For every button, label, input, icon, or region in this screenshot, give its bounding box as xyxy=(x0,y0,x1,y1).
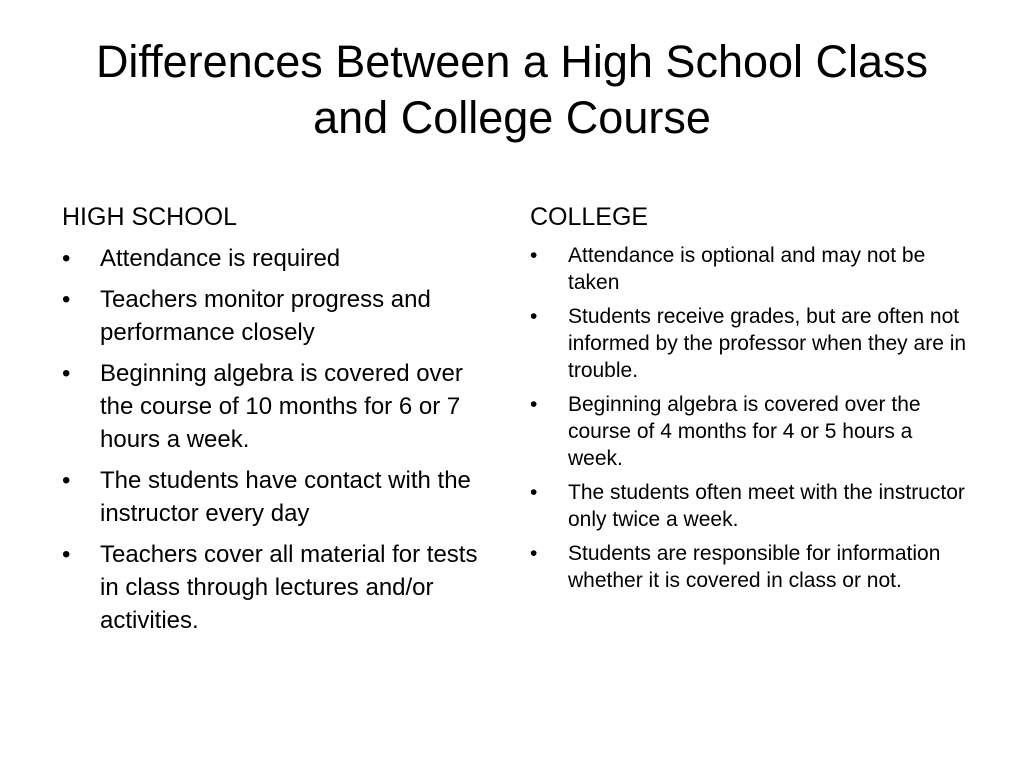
bullet-icon: • xyxy=(530,481,538,504)
list-item xyxy=(530,303,970,384)
list-item-text: Attendance is required xyxy=(100,245,341,272)
bullet-icon: • xyxy=(62,467,71,494)
high-school-heading: HIGH SCHOOL xyxy=(62,203,238,231)
college-heading: COLLEGE xyxy=(530,203,649,231)
list-item xyxy=(530,479,970,533)
list-item-text: Students are responsible for information whether it is covered in class or not. xyxy=(568,542,941,592)
bullet-icon: • xyxy=(530,542,538,565)
bullet-icon: • xyxy=(62,541,71,568)
college-column xyxy=(530,200,970,601)
high-school-column xyxy=(62,200,502,645)
bullet-icon: • xyxy=(530,393,538,416)
list-item-text: Beginning algebra is covered over the course of 4 months for 4 or 5 hours a week. xyxy=(568,393,921,470)
bullet-icon: • xyxy=(62,245,71,272)
list-item-text: Teachers monitor progress and performance closely xyxy=(100,286,431,346)
slide-title: Differences Between a High School Class and College Course xyxy=(95,36,929,143)
list-item-text: Students receive grades, but are often not informed by the professor when they are in trouble. xyxy=(568,305,967,382)
list-item xyxy=(530,540,970,594)
list-item xyxy=(62,357,502,456)
bullet-icon: • xyxy=(530,305,538,328)
list-item xyxy=(530,391,970,472)
list-item xyxy=(62,538,502,637)
bullet-icon: • xyxy=(62,286,71,313)
bullet-icon: • xyxy=(62,360,71,387)
list-item xyxy=(62,283,502,349)
list-item-text: The students have contact with the instructor every day xyxy=(100,467,471,527)
list-item-text: Attendance is optional and may not be taken xyxy=(568,244,926,294)
list-item-text: The students often meet with the instructor only twice a week. xyxy=(568,481,965,531)
high-school-list xyxy=(62,242,502,637)
list-item xyxy=(530,242,970,296)
list-item xyxy=(62,242,502,275)
college-list xyxy=(530,242,970,594)
list-item xyxy=(62,464,502,530)
list-item-text: Beginning algebra is covered over the course of 10 months for 6 or 7 hours a week. xyxy=(100,360,463,453)
list-item-text: Teachers cover all material for tests in class through lectures and/or activities. xyxy=(100,541,478,634)
bullet-icon: • xyxy=(530,244,538,267)
